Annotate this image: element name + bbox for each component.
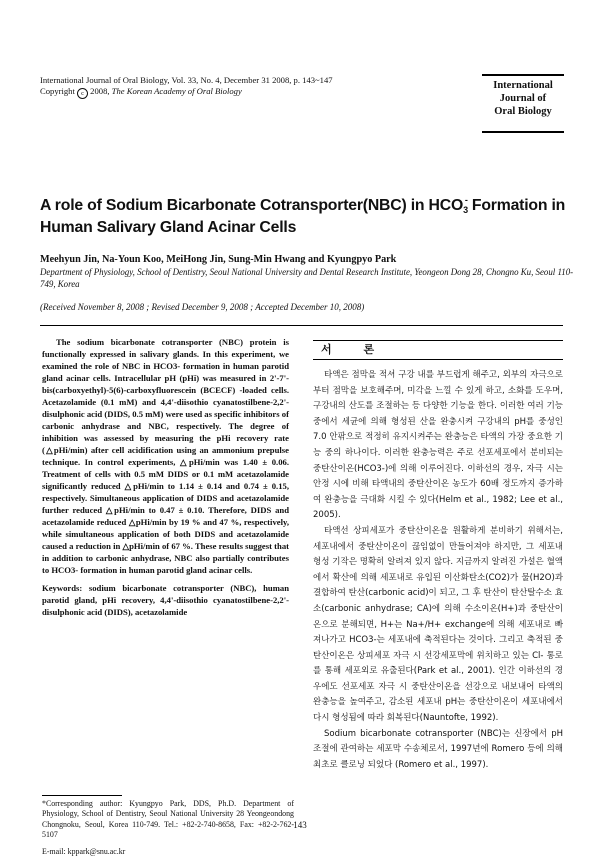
journal-brand-line-2: Journal of [499,93,547,104]
copyright-symbol: c [81,90,84,97]
section-title: 서 론 [321,343,389,356]
body-paragraph: 타액은 점막을 적셔 구강 내를 부드럽게 해주고, 외부의 자극으로부터 점막을 보호해주며, 미각을 느낄 수 있게 하고, 소화를 도우며, 구강내의 산도를 조절하는 등 다양한 기능을 한다. 이러한 여러 기능 중에서 세균에 의해 형성된 산을 완충시켜 구강내의 pH를 중성인 7.0 안팎으로 적정히 유지시켜주는 완충능은 타액의 가장 중요한 기능 중의 하나이다. 이러한 완충능력은 주로 선포세포에서 분비되는 중탄산이온(HCO3-)에 의해 이루어진다. 이하선의 경우, 자극 시는 안정 시에 비해 타액내의 중탄산이온 농도가 60배 정도까지 증가하여 완충능을 극대화 시킬 수 있다(Helm et al., 1982; Lee et al., 2005). [313,370,563,521]
body-paragraph: 타액선 상피세포가 중탄산이온을 원활하게 분비하기 위해서는, 세포내에서 중탄산이온이 끊임없이 만들어져야 하지만, 그 세포내 형성 기작은 명확히 알려져 있지 않다. 지금까지 알려진 가설은 혈액에서 확산에 의해 세포내로 유입된 이산화탄소(CO2)가 물(H2O)과 결합하여 탄산(carbonic acid)이 되고, 그 후 탄산이 탄산탈수소 효소(carbonic anhydrase; CA)에 의해 수소이온(H+)과 중탄산이온으로 분해되면, H+는 Na+/H+ exchange에 의해 세포내로 빠져나가고 HCO3-는 세포내에 축적된다는 것이다. 그리고 축적된 중탄산이온은 상피세포 자극 시 선강세포막에 위치하고 있는 Cl- 통로를 통해 세포외로 유출된다(Park et al., 2001). 인간 이하선의 경우에도 선포세포 자극 시 중탄산이온을 선강으로 내보내어 타액의 완충능을 높여주고, 감소된 세포내 pH는 중탄산이온이 세포내에서 다시 형성됨에 따라 회복된다(Nauntofte, 1992). [313,525,563,724]
abstract-text: The sodium bicarbonate cotransporter (NBC) protein is functionally expressed in salivary glands. In this experiment, we examined the role of NBC in HCO3- formation in human parotid gland acinar cells. Intracellular pH (pHi) was measured in 2'-7'-bis(carboxyethyl)-5(6)-carboxyfluorescein (BCECF) -loaded cells. Acetazolamide (0.1 mM) and 4,4'-diisothio cyanatostilbene-2,2'-disulphonic acid (DIDS, 0.5 mM) were used as specific inhibitors of carbonic anhydrase and NBC, respectively. The degree of inhibition was assessed by measuring the pHi recovery rate (△pHi/min) after cell acidification using an ammonium prepulse technique. In control experiments, △pHi/min was 1.40 ± 0.06. Treatment of cells with 0.5 mM DIDS or 0.1 mM acetazolamide significantly reduced △pHi/min to 1.14 ± 0.14 and 0.74 ± 0.15, respectively. Simultaneous application of DIDS and acetazolamide further reduced △pHi/min to 0.47 ± 0.10. Therefore, DIDS and acetazolamide reduced △pHi/min by 19 % and 47 %, respectively, while simultaneous application of both DIDS and acetazolamide caused a reduction in △pHi/min of 67 %. These results suggest that in addition to carbonic anhydrase, NBC also partially contributes to HCO3- formation in human parotid gland acinar cells. [42,337,289,575]
abstract [42,336,289,576]
title-superscript: - [464,195,468,205]
author-list: Meehyun Jin, Na-Youn Koo, MeiHong Jin, Sung-Min Hwang and Kyungpyo Park [40,254,397,265]
page-number: 143 [293,820,307,830]
article-title [40,191,570,237]
affiliation: Department of Physiology, School of Dentistry, Seoul National University and Dental Research Institute, Yeongeon Dong 28, Chongno Ku, Seoul 110-749, Korea [40,267,574,289]
header-divider [40,325,563,326]
title-subscript: 3 [463,205,468,215]
footnote-divider [42,795,122,796]
keywords: Keywords: sodium bicarbonate cotransporter (NBC), human parotid gland, pHi recovery, 4,4'-diisothio cyanatostilbene-2,2'-disulphonic acid (DIDS), acetazolamide [42,583,289,617]
footnote-email: E-mail: kppark@snu.ac.kr [42,847,126,856]
journal-brand-line-3: Oral Biology [494,106,552,117]
journal-brand-line-1: International [493,80,553,91]
copyright-year: 2008, [90,86,110,96]
body-paragraph: Sodium bicarbonate cotransporter (NBC)는 신장에서 pH 조절에 관여하는 세포막 수송체로서, 1997년에 Romero 등에 의해 최초로 클로닝 되었다 (Romero et al., 1997). [313,728,563,770]
journal-citation-line: International Journal of Oral Biology, Vol. 33, No. 4, December 31 2008, p. 143~147 [40,75,333,85]
introduction-body [313,368,563,773]
title-main: A role of Sodium Bicarbonate Cotransporter(NBC) in HCO [40,197,464,214]
journal-brand-box [482,74,564,133]
journal-citation [40,75,420,99]
copyright-icon [77,88,88,99]
section-heading [313,340,563,360]
copyright-line [40,86,420,99]
copyright-holder: The Korean Academy of Oral Biology [111,86,242,96]
copyright-prefix: Copyright [40,86,75,96]
title-rest: Formation in Human Salivary Gland Acinar Cells [40,197,566,236]
received-dates: (Received November 8, 2008 ; Revised December 9, 2008 ; Accepted December 10, 2008) [40,302,365,312]
footnote-text: *Corresponding author: Kyungpyo Park, DDS, Ph.D. Department of Physiology, School of Dentistry, Seoul National University 28 Yeongeondong Chongnoku, Seoul, Korea 110-749. Tel.: +82-2-740-8658, Fax: +82-2-762-5107 [42,799,294,839]
